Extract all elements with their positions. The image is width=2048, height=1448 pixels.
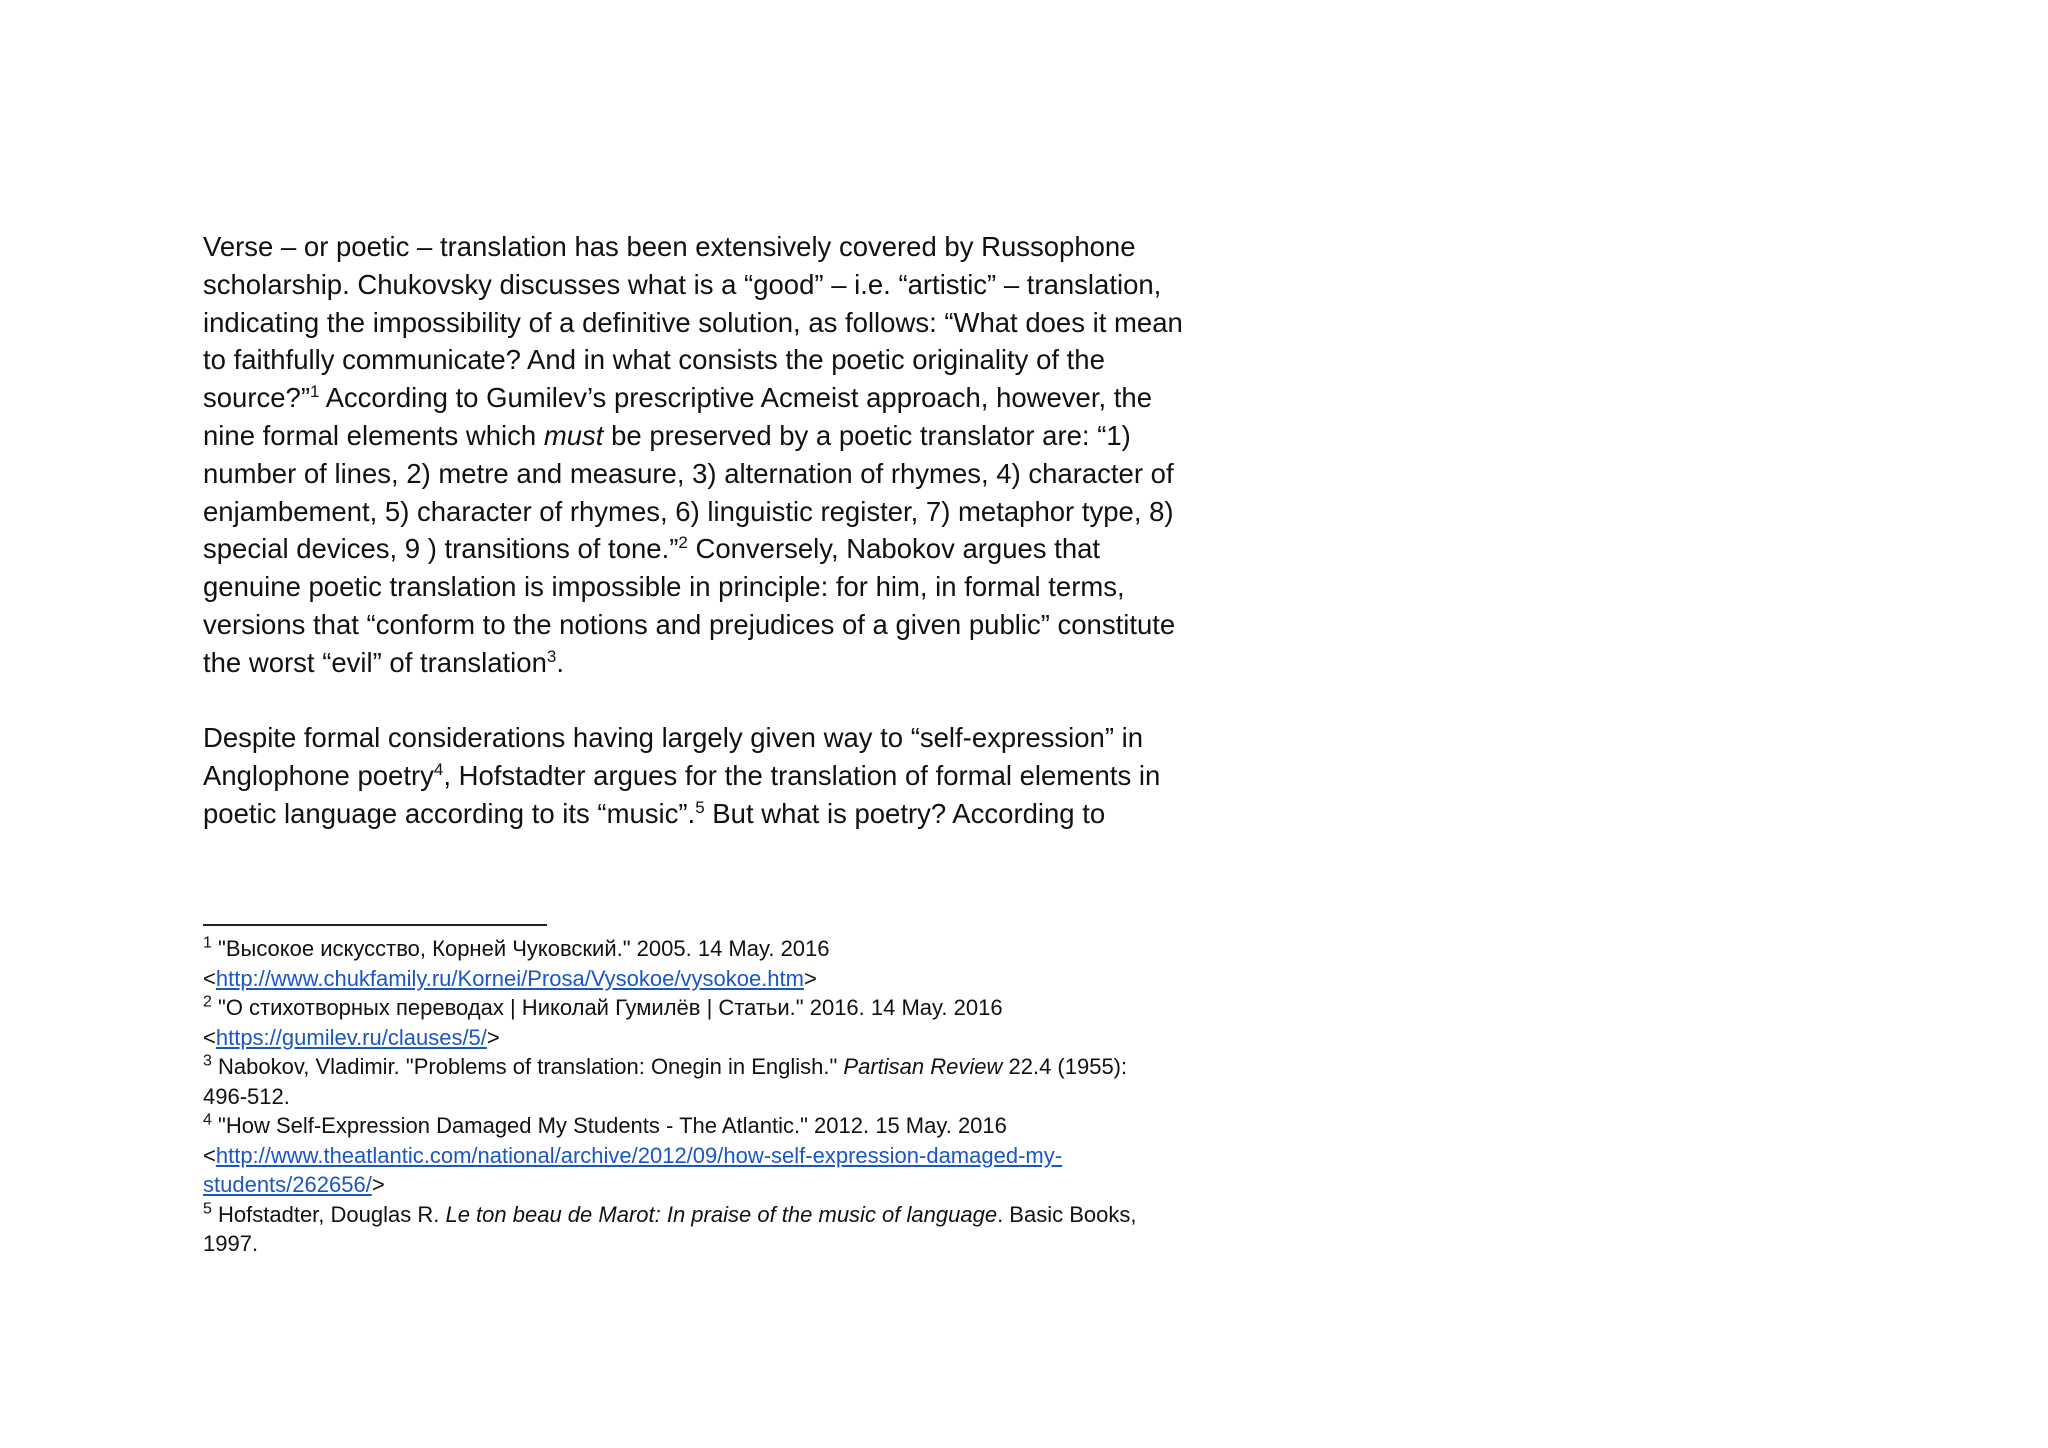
paragraph-2 bbox=[203, 719, 1243, 832]
footnote-text: 1997. bbox=[203, 1231, 259, 1256]
footnote-ref-4[interactable]: 4 bbox=[433, 760, 444, 779]
footnote-line bbox=[203, 1200, 1243, 1230]
text-span: . bbox=[556, 646, 564, 678]
text-line bbox=[203, 568, 1243, 606]
footnote-ref-3[interactable]: 3 bbox=[546, 646, 557, 666]
text-span: be preserved by a poetic translator are: “1) bbox=[603, 419, 1131, 451]
footnotes bbox=[203, 934, 1243, 1259]
footnote-line bbox=[203, 993, 1243, 1023]
text-span: nine formal elements which bbox=[203, 419, 544, 451]
text-line bbox=[203, 644, 1243, 682]
text-span: number of lines, 2) metre and measure, 3) alternation of rhymes, 4) character of bbox=[203, 457, 1174, 489]
footnote-ref-5[interactable]: 5 bbox=[695, 797, 705, 817]
text-span: scholarship. Chukovsky discusses what is a “good” – i.e. “artistic” – translation, bbox=[203, 268, 1162, 300]
footnote-line bbox=[203, 934, 1243, 964]
angle-bracket: < bbox=[203, 1142, 216, 1168]
footnote-text: "О стихотворных переводах | Николай Гумилёв | Статьи." 2016. 14 May. 2016 bbox=[211, 995, 1003, 1020]
footnote-line bbox=[203, 1229, 1243, 1259]
footnote-number: 3 bbox=[203, 1052, 212, 1070]
text-line bbox=[203, 341, 1243, 379]
footnote-line bbox=[203, 964, 1243, 994]
text-span: versions that “conform to the notions and prejudices of a given public” constitute bbox=[203, 608, 1176, 640]
text-span: poetic language according to its “music”. bbox=[203, 797, 696, 829]
footnote-4 bbox=[203, 1111, 1243, 1200]
paragraph-1 bbox=[203, 228, 1243, 682]
angle-bracket: > bbox=[486, 1024, 500, 1050]
footnote-1 bbox=[203, 934, 1243, 993]
text-span: genuine poetic translation is impossible in principle: for him, in formal terms, bbox=[203, 571, 1125, 603]
text-span: But what is poetry? According to bbox=[704, 797, 1106, 829]
text-line bbox=[203, 304, 1243, 342]
footnote-line bbox=[203, 1111, 1243, 1141]
text-line bbox=[203, 417, 1243, 455]
footnote-line bbox=[203, 1141, 1243, 1171]
footnote-number: 2 bbox=[203, 993, 212, 1011]
text-line bbox=[203, 228, 1243, 266]
text-span: Despite formal considerations having largely given way to “self-expression” in bbox=[203, 722, 1144, 754]
body-text bbox=[203, 228, 1243, 833]
footnote-link[interactable]: http://www.chukfamily.ru/Kornei/Prosa/Vysokoe/vysokoe.htm bbox=[215, 965, 804, 991]
footnote-title: Partisan Review bbox=[843, 1054, 1003, 1079]
text-line bbox=[203, 757, 1243, 795]
footnote-3 bbox=[203, 1052, 1243, 1111]
footnote-text: 22.4 (1955): bbox=[1002, 1054, 1128, 1079]
emphasis-text: must bbox=[543, 419, 604, 451]
angle-bracket: < bbox=[203, 1024, 216, 1050]
footnote-ref-1[interactable]: 1 bbox=[310, 382, 320, 402]
footnote-number: 4 bbox=[203, 1111, 212, 1129]
footnote-line bbox=[203, 1023, 1243, 1053]
footnote-link[interactable]: http://www.theatlantic.com/national/archive/2012/09/how-self-expression-damaged-my- bbox=[215, 1142, 1063, 1168]
text-span: Verse – or poetic – translation has been extensively covered by Russophone bbox=[203, 231, 1136, 262]
text-span: the worst “evil” of translation bbox=[203, 646, 547, 678]
text-span: to faithfully communicate? And in what consists the poetic originality of the bbox=[203, 344, 1105, 376]
text-span: , Hofstadter argues for the translation of formal elements in bbox=[443, 760, 1161, 792]
text-line bbox=[203, 795, 1243, 833]
footnote-line bbox=[203, 1052, 1243, 1082]
footnote-line bbox=[203, 1170, 1243, 1200]
footnote-text: Nabokov, Vladimir. "Problems of translation: Onegin in English." bbox=[211, 1054, 844, 1079]
footnote-number: 5 bbox=[203, 1200, 212, 1218]
footnote-2 bbox=[203, 993, 1243, 1052]
footnote-link[interactable]: students/262656/ bbox=[203, 1172, 372, 1197]
footnote-5 bbox=[203, 1200, 1243, 1259]
footnote-title: Le ton beau de Marot: In praise of the music of language bbox=[445, 1201, 998, 1227]
footnote-text: "How Self-Expression Damaged My Students - The Atlantic." 2012. 15 May. 2016 bbox=[211, 1113, 1007, 1138]
text-span: enjambement, 5) character of rhymes, 6) linguistic register, 7) metaphor type, 8) bbox=[203, 495, 1174, 527]
text-span: source?” bbox=[203, 382, 310, 414]
text-span: Conversely, Nabokov argues that bbox=[687, 533, 1101, 565]
paragraph-gap bbox=[203, 682, 1243, 720]
text-line bbox=[203, 606, 1243, 644]
footnote-text: 496-512. bbox=[203, 1083, 290, 1109]
footnote-text: "Высокое искусство, Корней Чуковский." 2005. 14 May. 2016 bbox=[211, 936, 830, 961]
footnote-number: 1 bbox=[203, 934, 212, 952]
text-line bbox=[203, 379, 1243, 417]
footnote-link[interactable]: https://gumilev.ru/clauses/5/ bbox=[215, 1024, 487, 1050]
angle-bracket: > bbox=[803, 965, 817, 991]
text-span: indicating the impossibility of a definitive solution, as follows: “What does it mean bbox=[203, 306, 1183, 338]
footnote-line bbox=[203, 1082, 1243, 1112]
text-line bbox=[203, 493, 1243, 531]
footnote-separator bbox=[203, 924, 547, 926]
text-span: According to Gumilev’s prescriptive Acmeist approach, however, the bbox=[319, 382, 1153, 414]
text-span: special devices, 9 ) transitions of tone.” bbox=[203, 533, 679, 565]
angle-bracket: > bbox=[371, 1172, 385, 1197]
footnote-text: . Basic Books, bbox=[997, 1201, 1137, 1227]
text-span: Anglophone poetry bbox=[203, 760, 434, 792]
text-line bbox=[203, 455, 1243, 493]
text-line bbox=[203, 719, 1243, 757]
text-line bbox=[203, 530, 1243, 568]
text-line bbox=[203, 266, 1243, 304]
footnote-text: Hofstadter, Douglas R. bbox=[211, 1201, 446, 1227]
angle-bracket: < bbox=[203, 965, 216, 991]
footnote-ref-2[interactable]: 2 bbox=[678, 533, 688, 553]
